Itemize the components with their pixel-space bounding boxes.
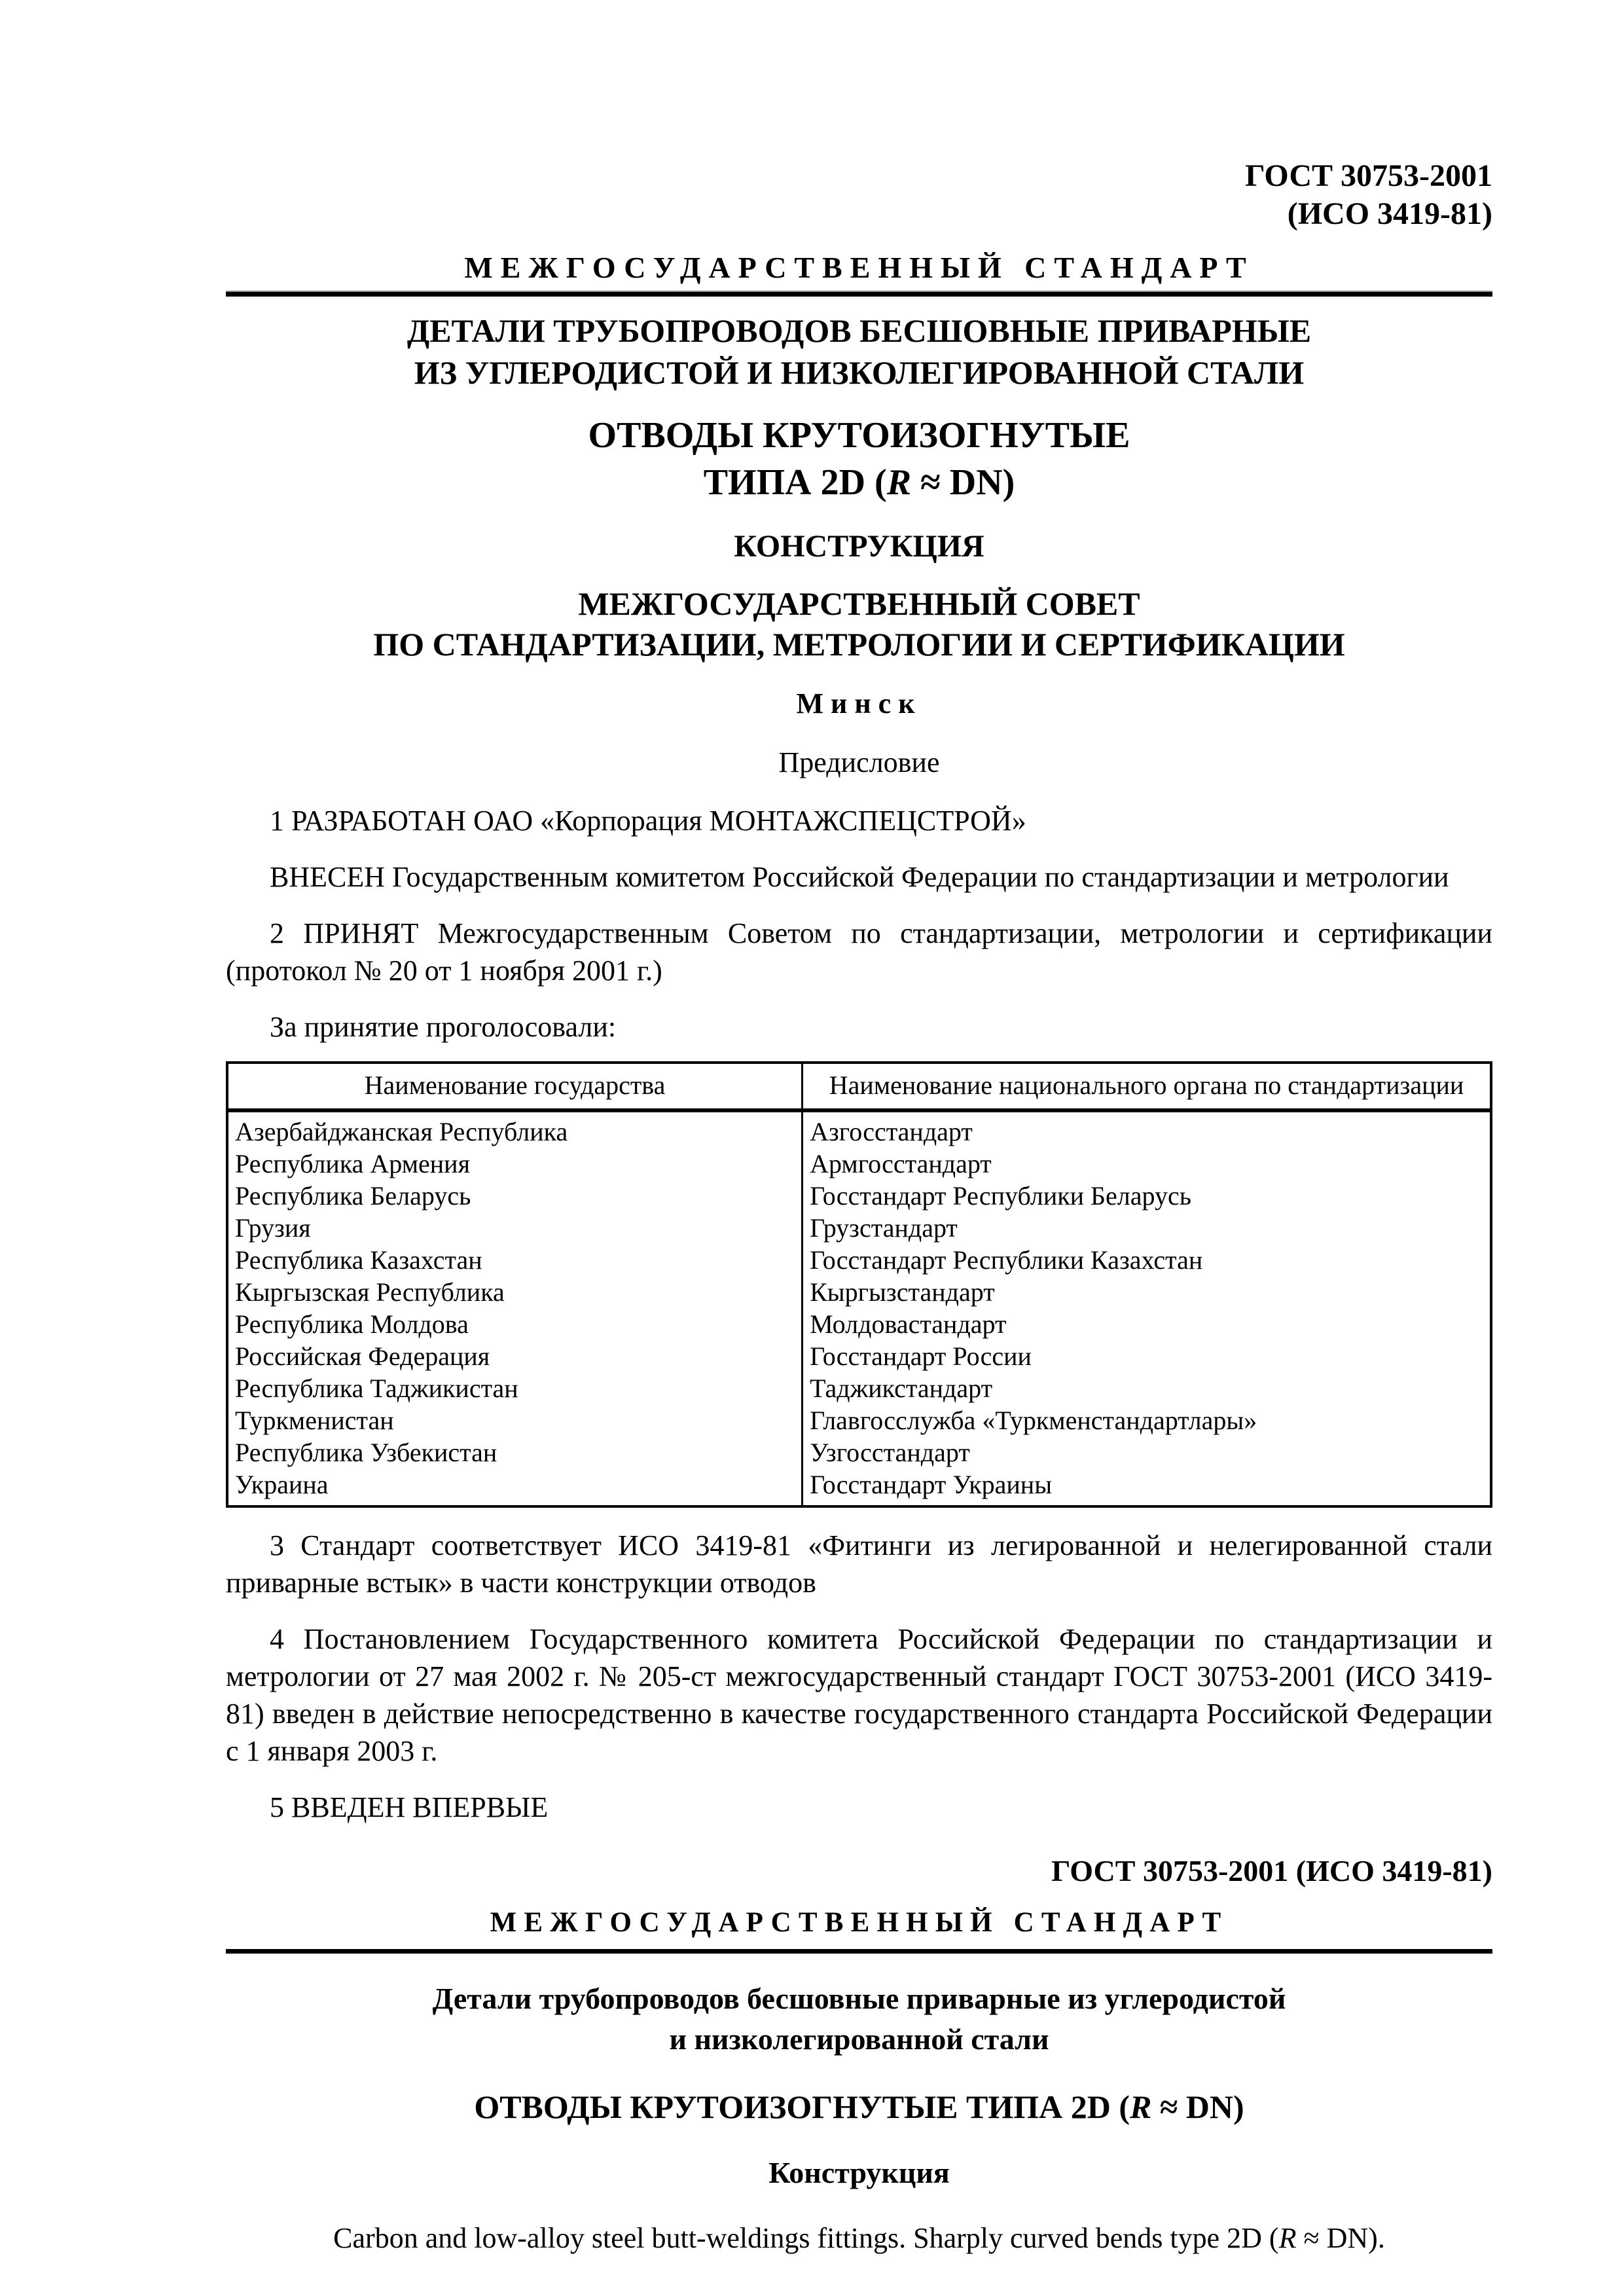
body-cell: Азгосстандарт (803, 1110, 1491, 1148)
state-cell: Украина (235, 1470, 329, 1499)
table-row (227, 1340, 1491, 1372)
product-prefix: ОТВОДЫ КРУТОИЗОГНУТЫЕ ТИПА 2D ( (474, 2088, 1130, 2125)
paragraph-enactment: 4 Постановлением Государственного комитета Российской Федерации по стандартизации и метрологии от 27 мая 2002 г. № 205-ст межгосударственный стандарт ГОСТ 30753-2001 (ИСО 3419-81) введен в действие непосредственно в качестве государственного стандарта Российской Федерации с 1 января 2003 г. (226, 1623, 1492, 1767)
paragraph-iso-conformance: 3 Стандарт соответствует ИСО 3419-81 «Фитинги из легированной и нелегированной стали приварные встык» в части конструкции отводов (226, 1529, 1492, 1599)
product-title-line2 (226, 459, 1492, 506)
standard-title-line2: и низколегированной стали (669, 2022, 1049, 2056)
body-header-cell: Наименование национального органа по стандартизации (803, 1063, 1491, 1110)
title-divider-bottom (226, 1949, 1492, 1954)
body-cell: Госстандарт России (803, 1340, 1491, 1372)
table-row (227, 1212, 1491, 1244)
english-title (226, 2221, 1492, 2256)
state-cell: Республика Беларусь (235, 1181, 471, 1211)
paragraph-voted-intro: За принятие проголосовали: (270, 1011, 617, 1043)
table-header-row (227, 1063, 1491, 1110)
table-row (227, 1468, 1491, 1506)
title-divider (226, 291, 1492, 297)
body-cell: Кыргызстандарт (803, 1276, 1491, 1308)
paragraph-accepted: 2 ПРИНЯТ Межгосударственным Советом по стандартизации, метрологии и сертификации (протокол № 20 от 1 ноября 2001 г.) (226, 917, 1492, 987)
paragraph-submitted: ВНЕСЕН Государственным комитетом Российской Федерации по стандартизации и метрологии (270, 861, 1449, 893)
table-row (227, 1148, 1491, 1180)
paragraph-first-introduced: 5 ВВЕДЕН ВПЕРВЫЕ (270, 1791, 549, 1823)
table-row (227, 1436, 1491, 1468)
table-row (227, 1110, 1491, 1148)
state-cell: Российская Федерация (235, 1341, 490, 1371)
document-title-line1: ДЕТАЛИ ТРУБОПРОВОДОВ БЕСШОВНЫЕ ПРИВАРНЫЕ (406, 312, 1312, 349)
table-row (227, 1308, 1491, 1340)
body-cell: Госстандарт Республики Беларусь (803, 1180, 1491, 1212)
body-cell: Армгосстандарт (803, 1148, 1491, 1180)
body-cell: Узгосстандарт (803, 1436, 1491, 1468)
state-cell: Республика Армения (235, 1149, 470, 1178)
state-cell: Азербайджанская Республика (235, 1117, 568, 1146)
body-cell: Грузстандарт (803, 1212, 1491, 1244)
paragraph-developed: 1 РАЗРАБОТАН ОАО «Корпорация МОНТАЖСПЕЦСТРОЙ» (270, 805, 1026, 837)
voting-table (226, 1061, 1492, 1508)
doc-code-line2: (ИСО 3419-81) (1287, 196, 1492, 231)
interstate-standard-banner: МЕЖГОСУДАРСТВЕННЫЙ СТАНДАРТ (464, 251, 1254, 284)
table-row (227, 1244, 1491, 1276)
state-cell: Грузия (235, 1213, 311, 1243)
product-r-symbol: R (1130, 2088, 1152, 2125)
body-cell: Молдовастандарт (803, 1308, 1491, 1340)
state-cell: Республика Таджикистан (235, 1374, 518, 1403)
document-title-line2: ИЗ УГЛЕРОДИСТОЙ И НИЗКОЛЕГИРОВАННОЙ СТАЛИ (414, 354, 1305, 391)
document-title (226, 310, 1492, 393)
council-line1: МЕЖГОСУДАРСТВЕННЫЙ СОВЕТ (578, 585, 1140, 622)
body-cell: Главгосслужба «Туркменстандартлары» (803, 1404, 1491, 1436)
construction-heading: КОНСТРУКЦИЯ (734, 529, 984, 564)
state-cell: Республика Казахстан (235, 1245, 482, 1275)
table-row (227, 1180, 1491, 1212)
english-prefix: Carbon and low-alloy steel butt-weldings fittings. Sharply curved bends type 2D ( (333, 2222, 1279, 2254)
construction-subheading: Конструкция (768, 2156, 950, 2189)
foreword-heading: Предисловие (778, 746, 940, 778)
doc-code-repeat: ГОСТ 30753-2001 (ИСО 3419-81) (1051, 1854, 1492, 1887)
council-line2: ПО СТАНДАРТИЗАЦИИ, МЕТРОЛОГИИ И СЕРТИФИКАЦИИ (373, 626, 1345, 663)
body-cell: Госстандарт Республики Казахстан (803, 1244, 1491, 1276)
state-cell: Кыргызская Республика (235, 1277, 505, 1307)
body-cell: Госстандарт Украины (803, 1468, 1491, 1506)
type-r-symbol: R (886, 462, 912, 503)
type-prefix: ТИПА 2D ( (703, 462, 887, 503)
type-suffix: ≈ DN) (911, 462, 1015, 503)
table-row (227, 1404, 1491, 1436)
english-suffix: ≈ DN). (1296, 2222, 1385, 2254)
standard-title-russian (226, 1978, 1492, 2060)
product-suffix: ≈ DN) (1151, 2088, 1244, 2125)
state-cell: Республика Молдова (235, 1309, 469, 1339)
standard-title-line1: Детали трубопроводов бесшовные приварные из углеродистой (432, 1982, 1286, 2015)
city-label: Минск (796, 687, 922, 720)
council-heading (226, 583, 1492, 665)
product-title-line1: ОТВОДЫ КРУТОИЗОГНУТЫЕ (588, 415, 1130, 456)
product-title (226, 412, 1492, 506)
doc-code-line1: ГОСТ 30753-2001 (1245, 158, 1492, 193)
product-title-repeat (226, 2087, 1492, 2126)
state-cell: Республика Узбекистан (235, 1438, 497, 1467)
english-r-symbol: R (1278, 2222, 1297, 2254)
table-row (227, 1372, 1491, 1404)
state-header-cell: Наименование государства (227, 1063, 803, 1110)
interstate-standard-banner-repeat: МЕЖГОСУДАРСТВЕННЫЙ СТАНДАРТ (490, 1907, 1229, 1938)
state-cell: Туркменистан (235, 1406, 394, 1435)
doc-code-block (226, 157, 1492, 233)
body-cell: Таджикстандарт (803, 1372, 1491, 1404)
table-row (227, 1276, 1491, 1308)
